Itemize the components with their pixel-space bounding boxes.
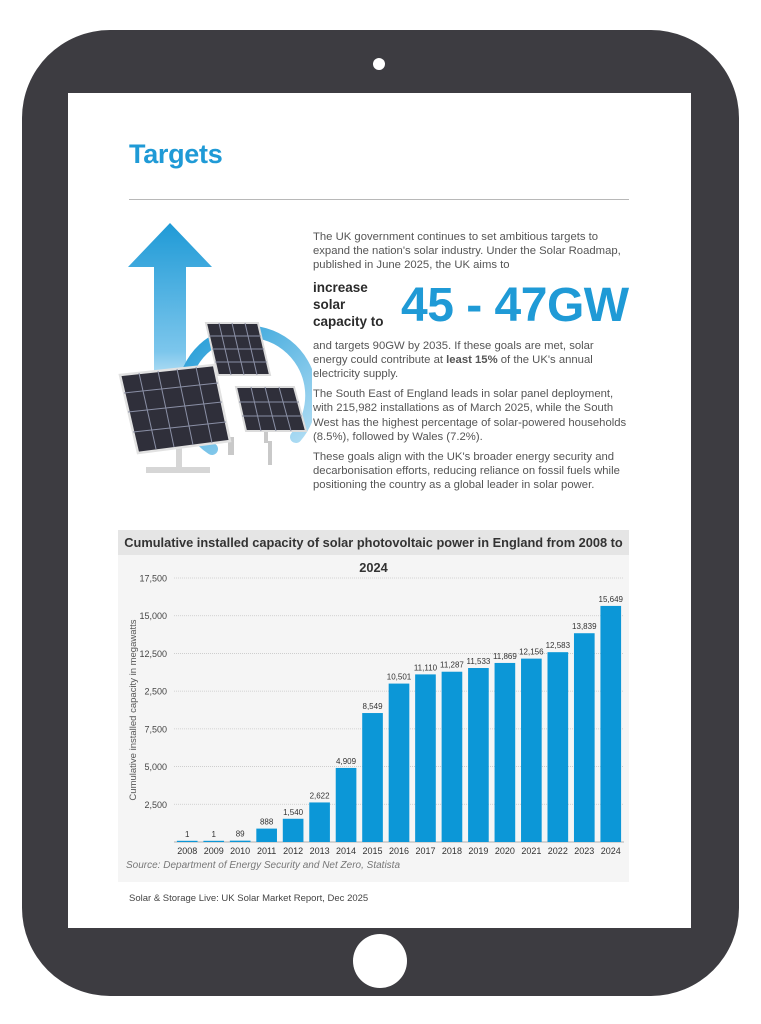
x-tick-label: 2024 [600, 846, 621, 856]
y-tick-label: 17,500 [139, 573, 167, 584]
x-tick-label: 2022 [547, 846, 568, 856]
bar-2022 [548, 652, 569, 842]
y-tick-label: 15,000 [139, 611, 167, 622]
value-label: 15,649 [598, 594, 623, 604]
x-tick-label: 2020 [494, 846, 515, 856]
highlight-value: 45 - 47GW [401, 278, 629, 332]
targets-paragraph [313, 339, 631, 382]
bar-2016 [389, 684, 410, 842]
bar-2018 [442, 672, 463, 842]
x-tick-label: 2018 [441, 846, 462, 856]
chart-title: Cumulative installed capacity of solar photovoltaic power in England from 2008 to 2024 [118, 530, 629, 555]
x-tick-label: 2012 [283, 846, 304, 856]
value-label: 10,501 [386, 672, 412, 682]
x-tick-label: 2015 [362, 846, 383, 856]
bar-chart [118, 555, 629, 860]
x-tick-label: 2010 [230, 846, 251, 856]
value-label: 12,156 [519, 647, 544, 657]
page-title: Targets [129, 139, 223, 169]
x-tick-label: 2009 [203, 846, 224, 856]
y-tick-label: 12,500 [139, 648, 167, 659]
targets-text-end: of the UK's annual electricity supply. [313, 353, 593, 381]
value-label: 11,869 [492, 651, 517, 661]
bar-2020 [495, 663, 516, 842]
highlight-label: increase solar capacity to [313, 279, 384, 329]
bar-2009 [203, 841, 224, 842]
bar-2019 [468, 668, 489, 842]
x-tick-label: 2011 [256, 846, 277, 856]
value-label: 1,540 [283, 807, 304, 817]
value-label: 11,287 [440, 660, 464, 670]
y-tick-label: 2,500 [144, 799, 167, 810]
bar-2013 [309, 802, 330, 842]
camera-icon [373, 58, 385, 70]
y-tick-label: 2,500 [144, 686, 167, 697]
bar-2012 [283, 819, 304, 842]
value-label: 1 [185, 829, 190, 839]
y-tick-label: 5,000 [144, 762, 167, 773]
value-label: 89 [235, 829, 245, 839]
x-tick-label: 2016 [388, 846, 410, 856]
x-tick-label: 2017 [415, 846, 436, 856]
capacity-highlight [313, 279, 631, 333]
bar-2024 [600, 606, 621, 842]
solar-panel-icon [120, 323, 311, 473]
bar-2011 [256, 829, 277, 842]
targets-text-bold: least 15% [446, 353, 498, 366]
x-tick-label: 2019 [468, 846, 489, 856]
bar-2017 [415, 674, 436, 842]
regional-paragraph: The South East of England leads in solar panel deployment, with 215,982 installations as of March 2025, while the South West has the highest percentage of solar-powered households (8.5%), followed by Wales (7.2%). [313, 388, 627, 443]
value-label: 2,622 [309, 791, 330, 801]
x-tick-label: 2013 [309, 846, 330, 856]
x-tick-label: 2014 [336, 846, 357, 856]
chart-container [118, 530, 629, 882]
value-label: 888 [259, 817, 274, 827]
bar-2023 [574, 633, 595, 842]
value-label: 1 [211, 829, 216, 839]
footer-citation: Solar & Storage Live: UK Solar Market Report, Dec 2025 [129, 893, 369, 904]
x-tick-label: 2008 [177, 846, 198, 856]
targets-text-start: and targets 90GW by 2035. If these goals are met, solar energy could contribute at [313, 339, 594, 366]
bar-2014 [336, 768, 357, 842]
divider [129, 199, 629, 200]
value-label: 11,110 [413, 663, 438, 673]
value-label: 4,909 [336, 756, 357, 766]
bar-2010 [230, 841, 251, 842]
screen [68, 93, 691, 928]
intro-paragraph: The UK government continues to set ambitious targets to expand the nation's solar industry. Under the Solar Roadmap, published in June 2025, the UK aims to [313, 231, 621, 272]
value-label: 13,839 [572, 622, 597, 632]
home-button[interactable] [353, 934, 407, 988]
solar-illustration [118, 217, 312, 487]
bar-2015 [362, 713, 383, 842]
x-tick-label: 2023 [574, 846, 595, 856]
y-tick-label: 7,500 [144, 724, 167, 735]
value-label: 12,583 [545, 641, 571, 651]
x-tick-label: 2021 [521, 846, 542, 856]
y-axis-label: Cumulative installed capacity in megawatts [128, 619, 139, 801]
bar-2008 [177, 841, 198, 842]
bar-2021 [521, 659, 542, 842]
goals-paragraph: These goals align with the UK's broader energy security and decarbonisation efforts, reducing reliance on fossil fuels while positioning the country as a global leader in solar power. [313, 451, 620, 492]
value-label: 8,549 [362, 702, 383, 712]
chart-source: Source: Department of Energy Security and Net Zero, Statista [126, 860, 401, 871]
body-text [313, 230, 631, 499]
value-label: 11,533 [466, 657, 491, 667]
